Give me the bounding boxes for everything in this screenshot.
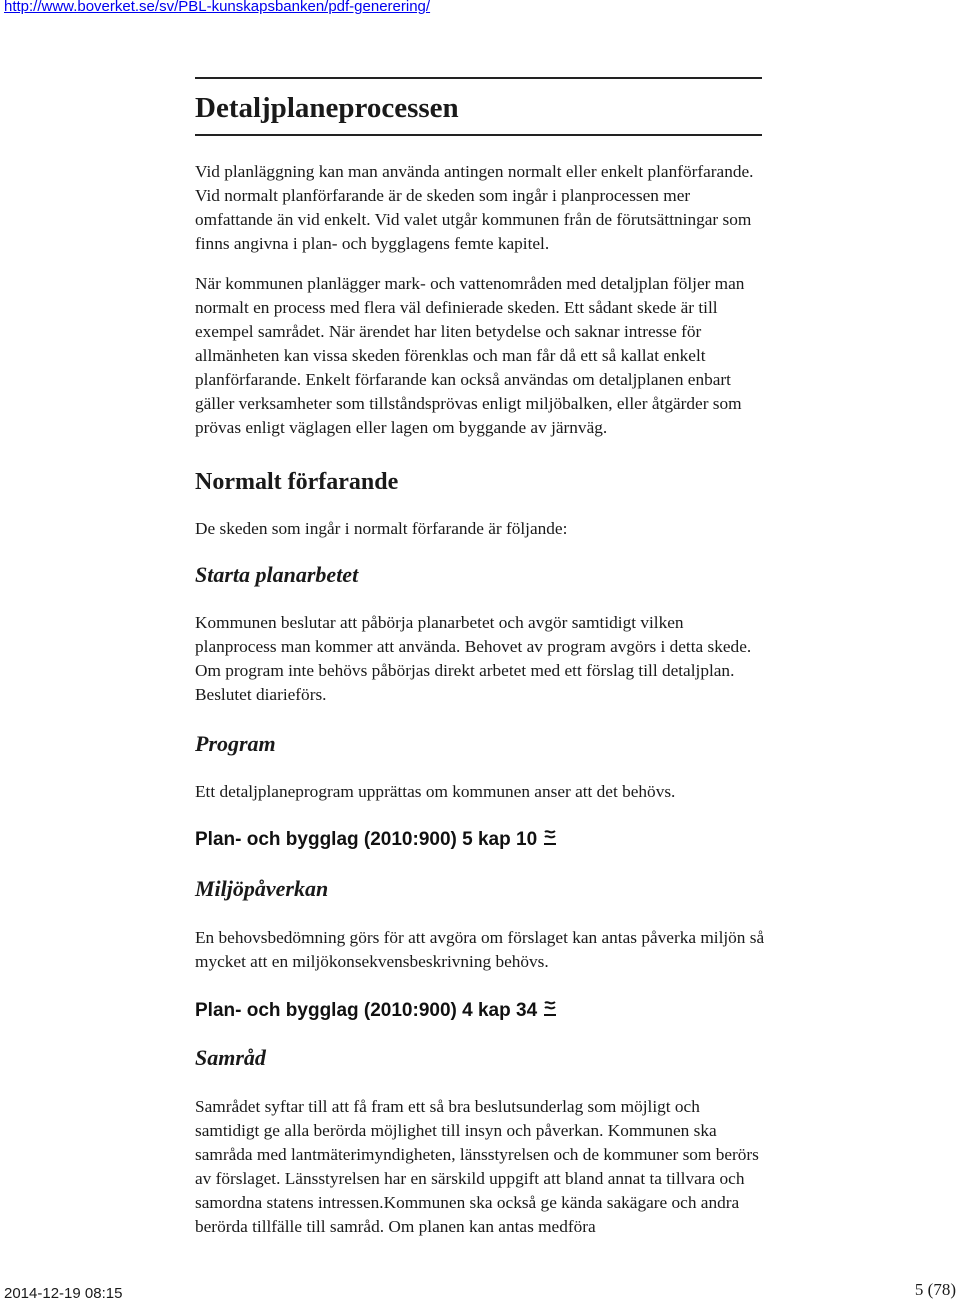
document-body	[195, 160, 765, 1239]
law-link-5-kap-10[interactable]: Plan- och bygglag (2010:900) 5 kap 10	[195, 828, 538, 850]
subheading-samrad: Samråd	[195, 1045, 266, 1070]
law-link-4-kap-34[interactable]: Plan- och bygglag (2010:900) 4 kap 34	[195, 999, 538, 1021]
paragraph-starta: Kommunen beslutar att påbörja planarbetet och avgör samtidigt vilken planprocess man kommer att använda. Behovet av program avgörs i detta skede. Om program inte behövs påbörjas direkt arbetet med ett förslag till detaljplan. Beslutet diarieförs.	[195, 613, 752, 704]
law-reference-program	[195, 824, 765, 855]
paragraph-program: Ett detaljplaneprogram upprättas om kommunen anser att det behövs.	[195, 782, 676, 801]
subheading-program: Program	[195, 731, 276, 756]
paragraph-miljo: En behovsbedömning görs för att avgöra om förslaget kan antas påverka miljön så mycket att en miljökonsekvensbeskrivning behövs.	[195, 928, 765, 971]
intro-paragraph-2: När kommunen planlägger mark- och vattenområden med detaljplan följer man normalt en process med flera väl definierade skeden. Ett sådant skede är till exempel samrådet. När ärendet har liten betydelse och saknar intresse för allmänheten kan vissa skeden förenklas och man får då ett så kallat enkelt planförfarande. Enkelt förfarande kan också användas om detaljplanen enbart gäller verksamheter som tillståndsprövas enligt miljöbalken, eller åtgärder som prövas enligt väglagen eller lagen om byggande av järnväg.	[195, 274, 745, 437]
subheading-miljo: Miljöpåverkan	[195, 876, 329, 901]
intro-paragraph-1: Vid planläggning kan man använda antingen normalt eller enkelt planförfarande. Vid normalt planförfarande är de skeden som ingår i planprocessen mer omfattande än vid enkelt. Vid valet utgår kommunen från de förutsättningar som finns angivna i plan- och bygglagens femte kapitel.	[195, 162, 754, 253]
paragraph-samrad: Samrådet syftar till att få fram ett så bra beslutsunderlag som möjligt och samtidigt ge alla berörda möjlighet till insyn och påverkan. Kommunen ska samråda med lantmäterimyndigheten, länsstyrelsen och de kommuner som berörs av förslaget. Länsstyrelsen har en särskild uppgift att bland annat ta tillvara och samordna statens intressen.Kommunen ska också ge kända sakägare och andra berörda tillfälle till samråd. Om planen kan antas medföra	[195, 1097, 759, 1236]
section-heading-normalt: Normalt förfarande	[195, 469, 399, 495]
title-top-rule	[195, 77, 762, 79]
page-title: Detaljplaneprocessen	[195, 92, 459, 124]
title-bottom-rule	[195, 134, 762, 136]
source-url-link[interactable]: http://www.boverket.se/sv/PBL-kunskapsbanken/pdf-generering/	[4, 0, 431, 15]
external-link-squiggle-icon[interactable]	[543, 824, 557, 855]
law-reference-miljo	[195, 995, 765, 1026]
section-intro-normalt: De skeden som ingår i normalt förfarande är följande:	[195, 519, 568, 538]
external-link-squiggle-icon[interactable]	[543, 995, 557, 1026]
subheading-starta: Starta planarbetet	[195, 562, 359, 587]
footer-page-number: 5 (78)	[914, 1280, 956, 1299]
footer-timestamp: 2014-12-19 08:15	[4, 1285, 123, 1302]
